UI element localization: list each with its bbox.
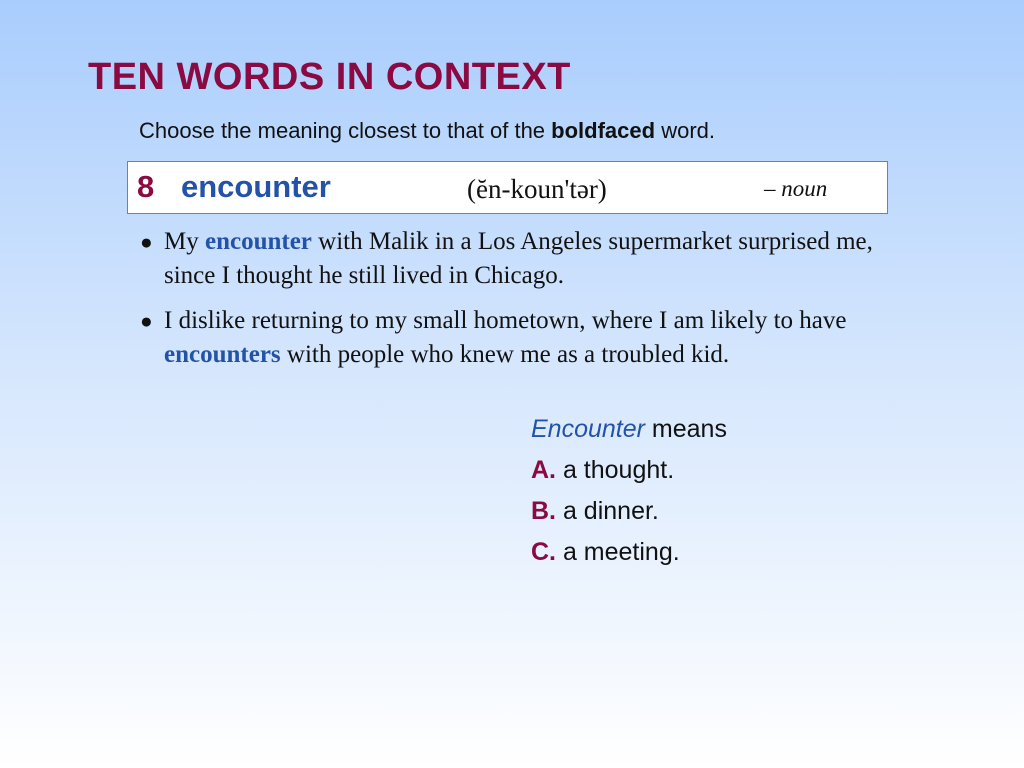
question-word: Encounter (531, 415, 645, 443)
sentence-keyword: encounters (164, 341, 281, 368)
example-sentence-1 (140, 225, 890, 293)
slide-title: TEN WORDS IN CONTEXT (88, 56, 571, 98)
option-text: a dinner. (562, 497, 659, 525)
pronunciation: (ĕn-koun'tər) (467, 174, 607, 204)
option-letter: B. (531, 497, 556, 525)
sentence-keyword: encounter (204, 228, 312, 255)
word-number: 8 (137, 169, 155, 204)
sentence-after: with people who knew me as a troubled kid. (286, 341, 730, 368)
headword: encounter (181, 169, 331, 204)
sentence-before: I dislike returning to my small hometown, where I am likely to have (164, 307, 847, 334)
bullet-icon: ● (140, 309, 153, 333)
sentence-text (164, 225, 890, 293)
vocabulary-word-box (127, 161, 888, 214)
instruction-after: word. (661, 118, 715, 143)
question-means: means (651, 415, 727, 443)
pos-dash: – (764, 176, 776, 201)
meaning-question (531, 412, 727, 576)
sentence-before: My (164, 228, 199, 255)
bullet-icon: ● (140, 230, 153, 254)
instruction-text (139, 118, 715, 144)
part-of-speech (764, 176, 827, 202)
example-sentence-2 (140, 304, 890, 372)
sentence-text (164, 304, 890, 372)
answer-option-c[interactable] (531, 535, 727, 576)
answer-option-b[interactable] (531, 494, 727, 535)
answer-option-a[interactable] (531, 453, 727, 494)
pos-label: noun (781, 176, 828, 201)
option-text: a meeting. (562, 538, 680, 566)
question-prompt (531, 412, 727, 453)
sentence-after: with Malik in a Los Angeles supermarket surprised me, since I thought he still lived in Chicago. (164, 228, 873, 289)
option-text: a thought. (562, 456, 675, 484)
instruction-bold-word: boldfaced (551, 118, 656, 143)
option-letter: C. (531, 538, 556, 566)
instruction-before: Choose the meaning closest to that of the (139, 118, 546, 143)
option-letter: A. (531, 456, 556, 484)
